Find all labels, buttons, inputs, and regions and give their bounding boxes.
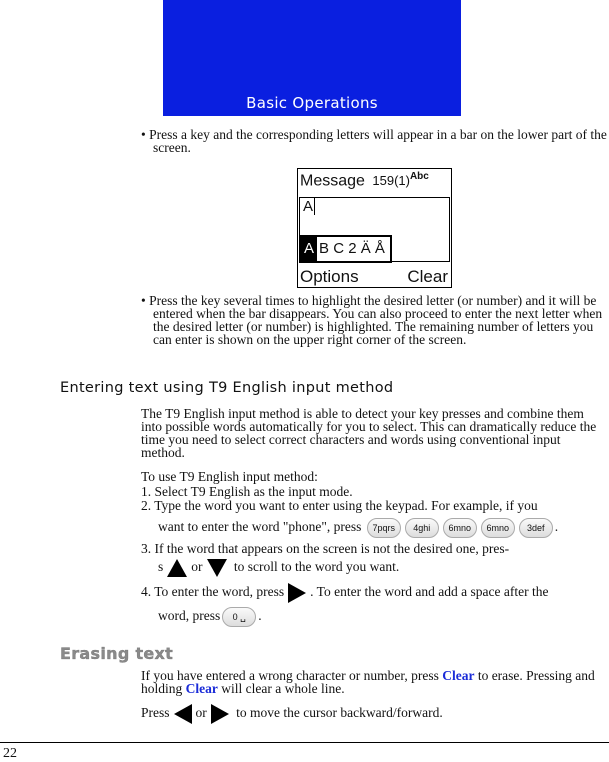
phone-title: Message (300, 172, 365, 190)
softkey-options: Options (300, 267, 359, 286)
erasing-p2: Press or to move the cursor backward/forward. (141, 704, 603, 724)
t9-step-4b: word, press 0 ␣ . (158, 607, 609, 627)
banner-title: Basic Operations (246, 94, 378, 112)
softkey-clear: Clear (407, 267, 448, 286)
t9-step-3b: s or to scroll to the word you want. (158, 559, 609, 577)
t9-step-2b: want to enter the word "phone", press 7pqrs 4ghi 6mno 6mno 3def . (158, 518, 609, 538)
footer-rule (0, 742, 609, 743)
left-arrow-icon (174, 704, 192, 724)
t9-to-use: To use T9 English input method: (141, 469, 318, 484)
bullet-1: • Press a key and the corresponding letters will appear in a bar on the lower part of the screen. (141, 127, 607, 155)
key-0: 0 ␣ (222, 607, 256, 627)
erasing-p1: If you have entered a wrong character or number, press Clear to erase. Pressing and holding Clear will clear a whole line. (141, 668, 595, 696)
candidate-list: B C 2 Ä Å (319, 240, 385, 257)
up-arrow-icon (167, 559, 187, 577)
t9-step-3a: 3. If the word that appears on the screen is not the desired one, pres- (141, 541, 510, 556)
phone-title-row (300, 171, 429, 190)
clear-key-label: Clear (442, 668, 475, 683)
bullet-2: • Press the key several times to highlight the desired letter (or number) and it will be entered when the bar disappears. You can also proceed to enter the next letter when the desired letter (or number) is highlighted. The remaining number of letters you can enter is shown on the upper right corner of the screen. (141, 293, 603, 347)
key-3: 3def (519, 518, 553, 538)
candidate-selected: A (301, 237, 317, 261)
t9-step-1: 1. Select T9 English as the input mode. (141, 484, 353, 499)
t9-step-2a: 2. Type the word you want to enter using the keypad. For example, if you (141, 498, 538, 513)
phone-count: 159(1) (372, 173, 410, 189)
key-6: 6mno (481, 518, 515, 538)
right-arrow-icon (211, 704, 229, 724)
phone-input-box (299, 197, 450, 262)
down-arrow-icon (207, 559, 227, 577)
heading-erasing: Erasing text (60, 644, 174, 663)
phone-input-text: A (303, 198, 314, 215)
key-4: 4ghi (405, 518, 439, 538)
clear-key-label: Clear (185, 681, 218, 696)
key-6: 6mno (443, 518, 477, 538)
page-number: 22 (3, 746, 17, 761)
key-7: 7pqrs (367, 518, 401, 538)
heading-t9: Entering text using T9 English input method (60, 380, 394, 396)
t9-intro: The T9 English input method is able to detect your key presses and combine them into possible words automatically for you to select. This can dramatically reduce the time you need to select correct characters and words using conventional input method. (141, 406, 597, 460)
section-banner (163, 0, 461, 116)
phone-mode: Abc (409, 171, 429, 182)
phone-candidate-bar (299, 235, 392, 263)
right-arrow-icon (288, 583, 306, 603)
t9-step-4a: 4. To enter the word, press . To enter the word and add a space after the (141, 583, 603, 603)
phone-screen-illustration (297, 168, 452, 288)
